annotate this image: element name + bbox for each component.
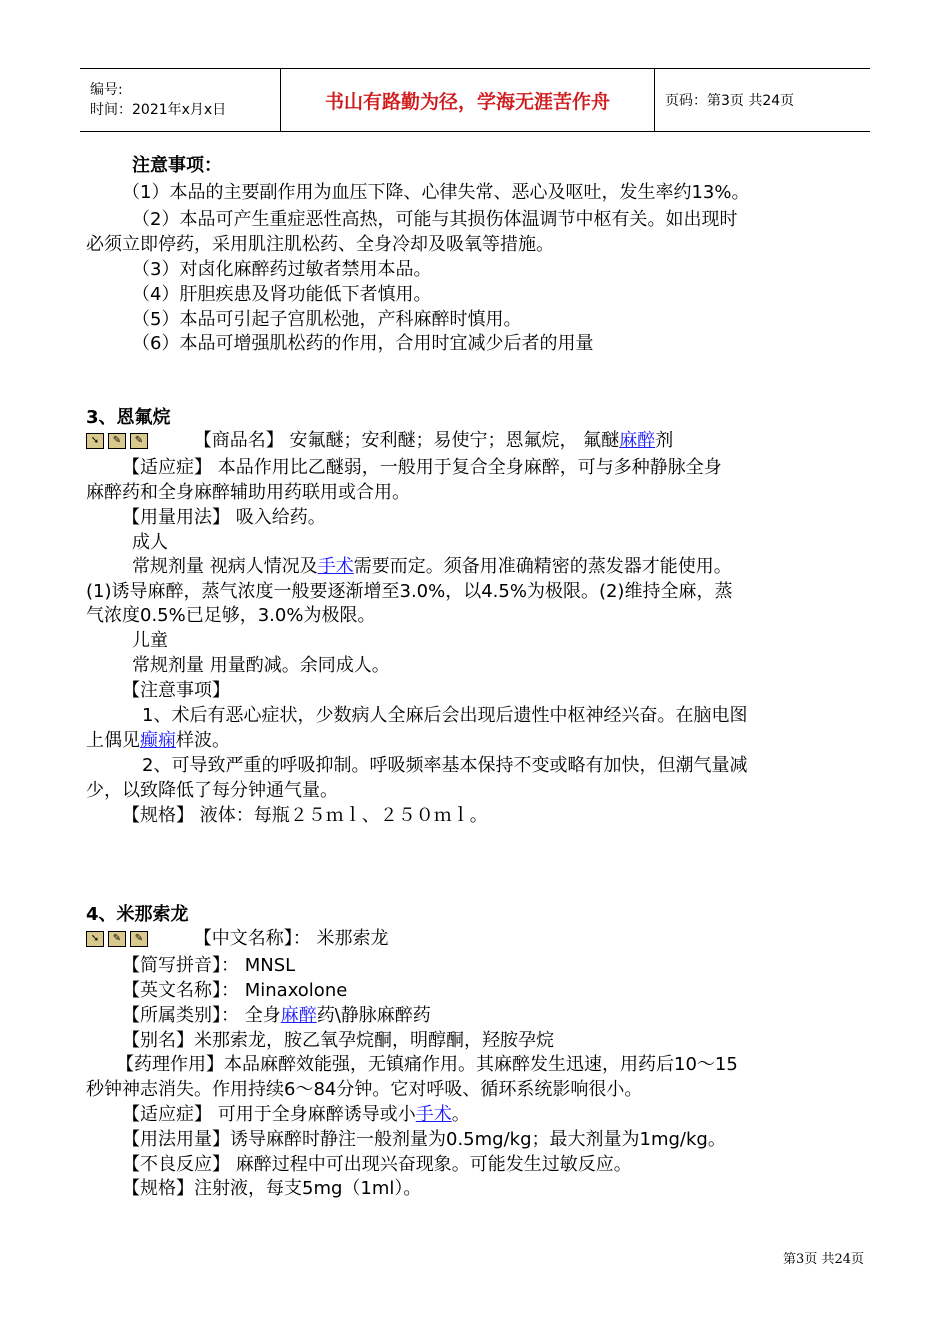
footer-page-number: 第3页 共24页	[783, 1252, 864, 1267]
indication-text: 可用于全身麻醉诱导或小	[212, 1104, 416, 1125]
pencil-icon[interactable]: ✎	[108, 433, 126, 449]
note-item: （5）本品可引起子宫肌松弛，产科麻醉时慎用。	[132, 309, 522, 330]
indication-text: 本品作用比乙醚弱，一般用于复合全身麻醉，可与多种静脉全身	[212, 457, 722, 478]
note-item: （1）本品的主要副作用为血压下降、心律失常、恶心及呕吐，发生率约13%。	[122, 182, 750, 203]
note-item: （2）本品可产生重症恶性高热，可能与其损伤体温调节中枢有关。如出现时	[132, 209, 738, 230]
page-footer	[783, 1248, 864, 1267]
note-item: （3）对卤化麻醉药过敏者禁用本品。	[132, 259, 432, 280]
drug-title: 3、恩氟烷	[86, 407, 171, 428]
category-text: 药\静脉麻醉药	[316, 1005, 431, 1026]
header-motto	[280, 69, 655, 131]
usage-text: 吸入给药。	[230, 507, 326, 528]
icon-group	[86, 433, 148, 449]
en-name: Minaxolone	[239, 980, 348, 1001]
alias-line	[122, 1029, 554, 1053]
child-label: 儿童	[132, 630, 168, 651]
indication-line	[122, 1103, 470, 1127]
indication-text: 。	[451, 1104, 470, 1125]
arrow-icon[interactable]: ➘	[86, 931, 104, 947]
dose-line: 气浓度0.5%已足够，3.0%为极限。	[86, 605, 376, 626]
caution-line: 1、术后有恶心症状，少数病人全麻后会出现后遗性中枢神经兴奋。在脑电图	[142, 705, 748, 726]
label: 【商品名】	[193, 430, 284, 451]
header-right	[655, 69, 870, 131]
adult-label: 成人	[132, 532, 168, 553]
dose-line: (1)诱导麻醉，蒸气浓度一般要逐渐增至3.0%，以4.5%为极限。(2)维持全麻，蒸	[86, 581, 733, 602]
section-heading: 注意事项：	[132, 155, 222, 176]
indication-line	[122, 456, 722, 480]
child-dose: 常规剂量 用量酌减。余同成人。	[132, 655, 390, 676]
label: 【别名】	[122, 1030, 194, 1051]
en-name-line	[122, 979, 347, 1003]
caution-line: 2、可导致严重的呼吸抑制。呼吸频率基本保持不变或略有加快，但潮气量减	[142, 755, 748, 776]
page-header	[80, 68, 870, 132]
caution-label: 【注意事项】	[122, 680, 230, 701]
pencil-icon[interactable]: ✎	[130, 931, 148, 947]
caution-line	[86, 729, 230, 753]
pharm-text: 本品麻醉效能强，无镇痛作用。其麻醉发生迅速，用药后10～15	[224, 1054, 738, 1075]
anesthesia-link[interactable]: 麻醉	[280, 1005, 317, 1026]
dose-text: 常规剂量 视病人情况及	[132, 556, 318, 577]
spec-text: 液体：每瓶２５ｍｌ、２５０ｍｌ。	[194, 805, 488, 826]
pharm-line	[116, 1053, 738, 1077]
label: 【适应症】	[122, 1104, 212, 1125]
arrow-icon[interactable]: ➘	[86, 433, 104, 449]
alias: 米那索龙，胺乙氧孕烷酮，明醇酮，羟胺孕烷	[194, 1030, 554, 1051]
note-item: 必须立即停药，采用肌注肌松药、全身冷却及吸氧等措施。	[86, 234, 554, 255]
number-label: 编号:	[90, 82, 123, 98]
pinyin-line	[122, 954, 295, 978]
pinyin: MNSL	[239, 955, 296, 976]
trade-name-suffix: 剂	[655, 430, 674, 451]
caution-text: 样波。	[176, 730, 230, 751]
cn-name: 米那索龙	[310, 928, 389, 949]
usage-line	[122, 506, 326, 530]
trade-name-row	[86, 429, 673, 453]
label: 【规格】	[122, 805, 194, 826]
epilepsy-link[interactable]: 癫痫	[140, 730, 176, 751]
caution-line: 少，以致降低了每分钟通气量。	[86, 780, 338, 801]
label: 【药理作用】	[116, 1054, 224, 1075]
page-info: 页码：第3页 共24页	[665, 93, 795, 109]
label: 【用法用量】	[122, 1129, 230, 1150]
spec-line	[122, 1177, 421, 1201]
category-line	[122, 1004, 431, 1028]
label: 【适应症】	[122, 457, 212, 478]
label: 【英文名称】：	[122, 980, 239, 1001]
cn-name-row	[86, 927, 388, 951]
label: 【规格】	[122, 1178, 194, 1199]
icon-group	[86, 931, 148, 947]
note-item: （4）肝胆疾患及肾功能低下者慎用。	[132, 284, 432, 305]
header-left	[80, 69, 280, 131]
usage-line	[122, 1128, 726, 1152]
surgery-link[interactable]: 手术	[415, 1104, 452, 1125]
pencil-icon[interactable]: ✎	[108, 931, 126, 947]
motto-text: 书山有路勤为径，学海无涯苦作舟	[324, 90, 610, 113]
pencil-icon[interactable]: ✎	[130, 433, 148, 449]
category-text: 全身	[239, 1005, 281, 1026]
adverse-text: 麻醉过程中可出现兴奋现象。可能发生过敏反应。	[230, 1154, 632, 1175]
label: 【中文名称】：	[193, 928, 311, 949]
label: 【所属类别】：	[122, 1005, 239, 1026]
label: 【不良反应】	[122, 1154, 230, 1175]
anesthesia-link[interactable]: 麻醉	[619, 430, 656, 451]
dose-line	[132, 555, 732, 579]
usage-text: 诱导麻醉时静注一般剂量为0.5mg/kg；最大剂量为1mg/kg。	[230, 1129, 726, 1150]
label: 【简写拼音】：	[122, 955, 239, 976]
label: 【用量用法】	[122, 507, 230, 528]
dose-text: 需要而定。须备用准确精密的蒸发器才能使用。	[353, 556, 732, 577]
drug-title: 4、米那索龙	[86, 904, 189, 925]
note-item: （6）本品可增强肌松药的作用，合用时宜减少后者的用量	[132, 333, 594, 354]
indication-line: 麻醉药和全身麻醉辅助用药联用或合用。	[86, 482, 410, 503]
time-label: 时间：2021年x月x日	[90, 102, 227, 118]
spec-line	[122, 804, 488, 828]
spec-text: 注射液，每支5mg（1ml）。	[194, 1178, 422, 1199]
pharm-line: 秒钟神志消失。作用持续6～84分钟。它对呼吸、循环系统影响很小。	[86, 1079, 643, 1100]
caution-text: 上偶见	[86, 730, 140, 751]
adverse-line	[122, 1153, 632, 1177]
surgery-link[interactable]: 手术	[317, 556, 354, 577]
trade-name-text: 安氟醚；安利醚；易使宁；恩氟烷， 氟醚	[283, 430, 620, 451]
